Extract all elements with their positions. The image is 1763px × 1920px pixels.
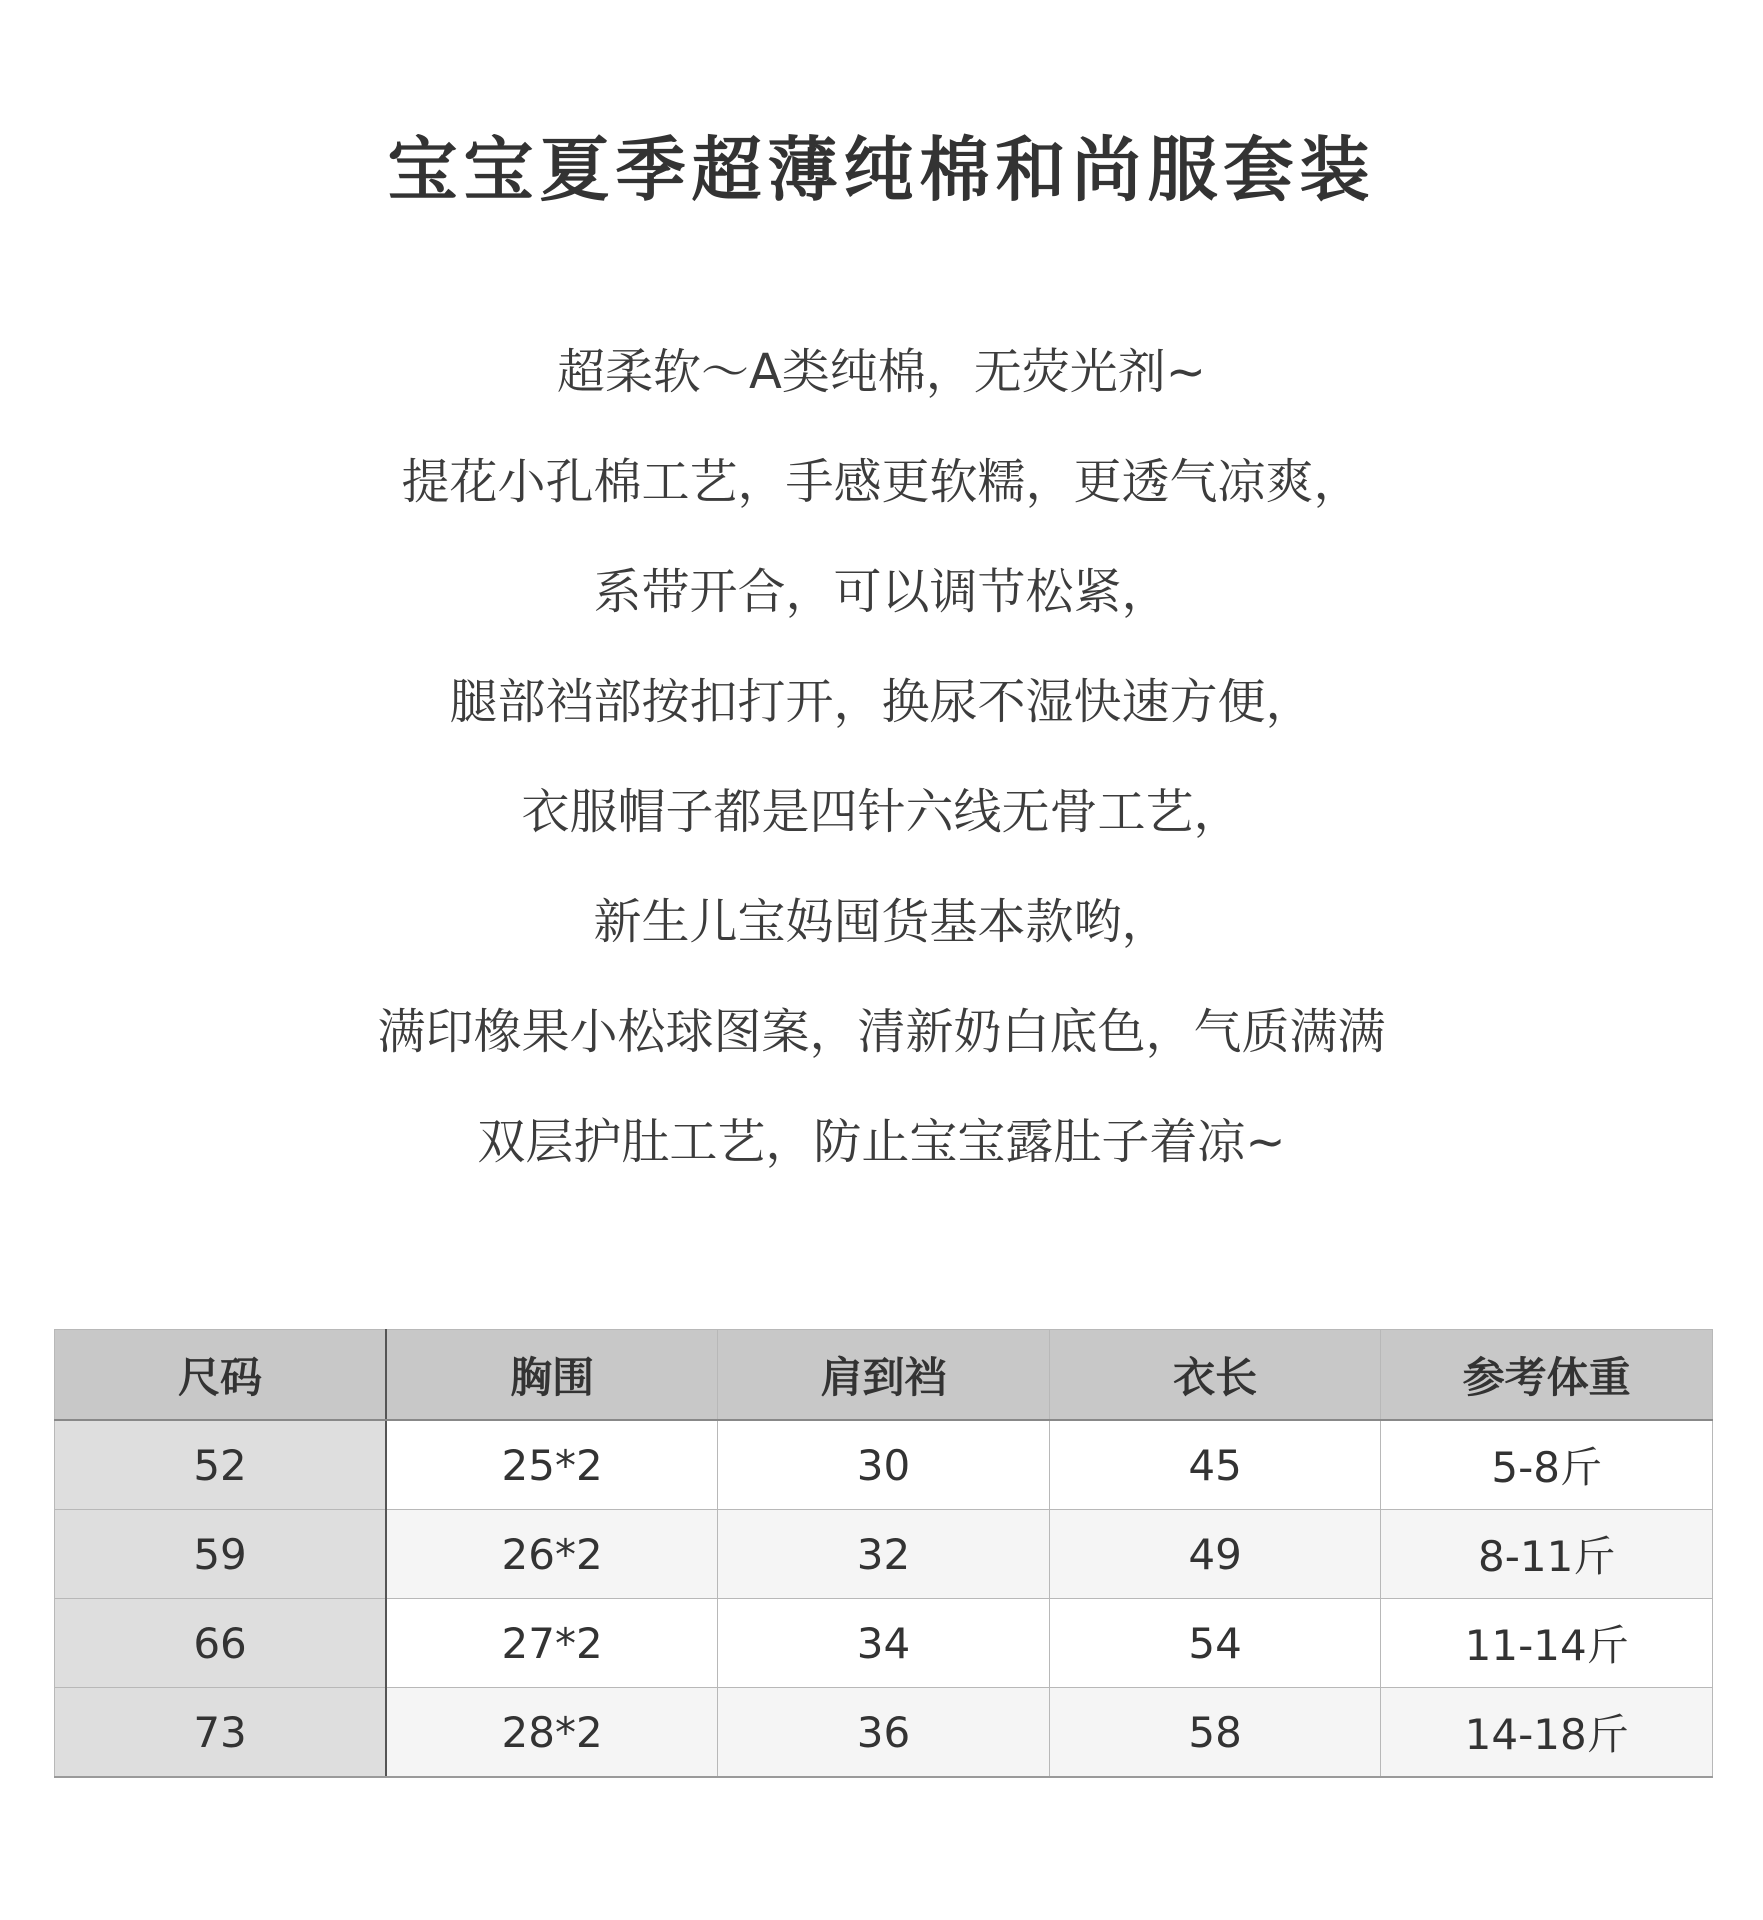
feature-line: 衣服帽子都是四针六线无骨工艺， — [521, 784, 1242, 840]
chest-cell: 26*2 — [386, 1510, 718, 1599]
size-cell: 59 — [55, 1510, 387, 1599]
shoulder-to-crotch-cell: 36 — [718, 1688, 1050, 1778]
feature-line: 腿部裆部按扣打开，换尿不湿快速方便， — [449, 674, 1314, 730]
size-cell: 52 — [55, 1420, 387, 1510]
size-chart-table — [54, 1329, 1713, 1778]
chest-cell: 28*2 — [386, 1688, 718, 1778]
header-length: 衣长 — [1049, 1330, 1381, 1421]
length-cell: 45 — [1049, 1420, 1381, 1510]
shoulder-to-crotch-cell: 30 — [718, 1420, 1050, 1510]
table-header-row — [55, 1330, 1713, 1421]
length-cell: 58 — [1049, 1688, 1381, 1778]
product-title: 宝宝夏季超薄纯棉和尚服套装 — [387, 129, 1376, 211]
feature-line: 满印橡果小松球图案，清新奶白底色，气质满满 — [377, 1004, 1386, 1060]
size-cell: 73 — [55, 1688, 387, 1778]
weight-cell: 11-14斤 — [1381, 1599, 1713, 1688]
header-reference-weight: 参考体重 — [1381, 1330, 1713, 1421]
chest-cell: 27*2 — [386, 1599, 718, 1688]
feature-line: 系带开合，可以调节松紧， — [593, 564, 1170, 620]
table-row — [55, 1420, 1713, 1510]
weight-cell: 5-8斤 — [1381, 1420, 1713, 1510]
feature-line: 超柔软～A类纯棉，无荧光剂~ — [556, 344, 1207, 400]
shoulder-to-crotch-cell: 32 — [718, 1510, 1050, 1599]
header-shoulder-to-crotch: 肩到裆 — [718, 1330, 1050, 1421]
feature-line: 双层护肚工艺，防止宝宝露肚子着凉~ — [477, 1114, 1286, 1170]
header-size: 尺码 — [55, 1330, 387, 1421]
header-chest: 胸围 — [386, 1330, 718, 1421]
feature-line: 提花小孔棉工艺，手感更软糯，更透气凉爽， — [401, 454, 1362, 510]
feature-description-list — [0, 322, 1763, 1202]
table-row — [55, 1599, 1713, 1688]
weight-cell: 8-11斤 — [1381, 1510, 1713, 1599]
size-cell: 66 — [55, 1599, 387, 1688]
table-row — [55, 1510, 1713, 1599]
length-cell: 49 — [1049, 1510, 1381, 1599]
chest-cell: 25*2 — [386, 1420, 718, 1510]
table-row — [55, 1688, 1713, 1778]
length-cell: 54 — [1049, 1599, 1381, 1688]
shoulder-to-crotch-cell: 34 — [718, 1599, 1050, 1688]
weight-cell: 14-18斤 — [1381, 1688, 1713, 1778]
feature-line: 新生儿宝妈囤货基本款哟， — [593, 894, 1170, 950]
